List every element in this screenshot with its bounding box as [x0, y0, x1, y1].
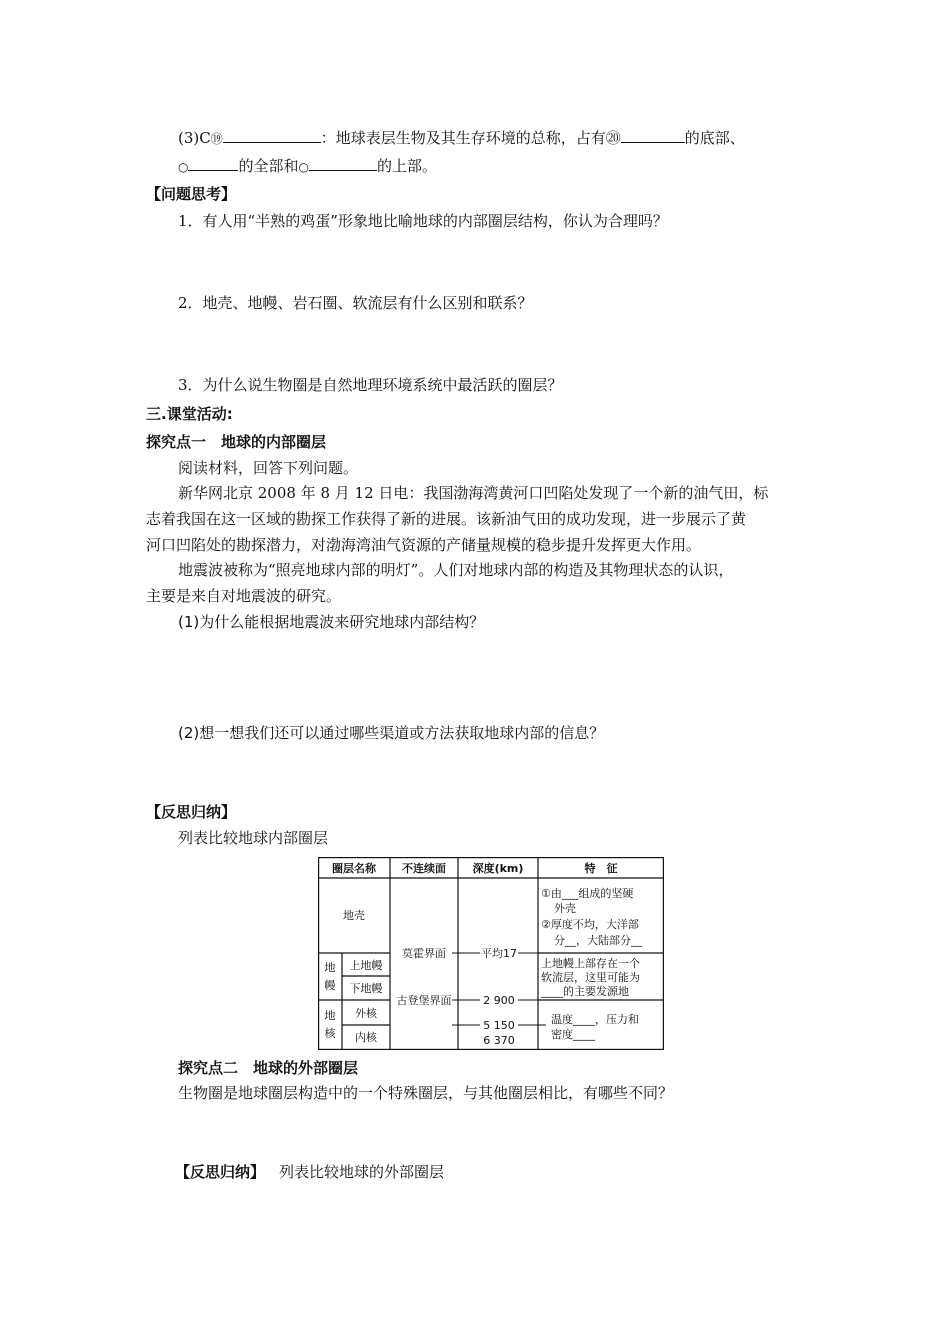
circled-20: ⑳: [605, 129, 621, 147]
q3-line-1: (3)C⑲ ：地球表层生物及其生存环境的总称，占有⑳ 的底部、: [178, 129, 745, 147]
para1-line2: 志着我国在这一区域的勘探工作获得了新的进展。该新油气田的成功发现，进一步展示了黄: [146, 510, 747, 528]
blank-19[interactable]: [223, 128, 321, 143]
depth-2900: 2 900: [483, 994, 515, 1007]
think-q3: 3．为什么说生物圈是自然地理环境系统中最活跃的圈层？: [178, 376, 563, 394]
header-layer-name: 圈层名称: [332, 862, 376, 875]
core-label-2: 核: [324, 1027, 336, 1040]
feature-core-1: 温度____，压力和: [551, 1013, 639, 1026]
feature-core-2: 密度____: [551, 1028, 595, 1041]
question-think-heading: 【问题思考】: [146, 185, 237, 203]
lower-mantle-label: 下地幔: [349, 982, 383, 995]
gutenberg-label: 古登堡界面: [396, 994, 452, 1007]
header-feature: 特 征: [584, 862, 618, 875]
q3-line-2: ○ 的全部和○ 的上部。: [178, 157, 437, 175]
reflect2-caption: 列表比较地球的外部圈层: [279, 1163, 445, 1181]
think-q1: 1．有人用“半熟的鸡蛋”形象地比喻地球的内部圈层结构，你认为合理吗？: [178, 212, 668, 230]
interior-layers-table: [318, 857, 664, 1050]
inner-core-label: 内核: [355, 1031, 377, 1044]
upper-mantle-label: 上地幔: [349, 959, 383, 972]
depth-moho: 平均17: [481, 947, 517, 960]
feature-mantle-1: 上地幔上部存在一个: [541, 957, 640, 970]
feature-crust-2: 外壳: [554, 902, 576, 915]
point1-title: 探究点一 地球的内部圈层: [146, 433, 327, 451]
sub-question-2: (2)想一想我们还可以通过哪些渠道或方法获取地球内部的信息？: [178, 724, 605, 742]
blank-21[interactable]: [188, 156, 238, 171]
blank-20[interactable]: [621, 128, 685, 143]
reflect2-heading: 【反思归纳】: [175, 1163, 266, 1181]
read-prompt: 阅读材料，回答下列问题。: [178, 459, 359, 477]
mantle-label-1: 地: [324, 961, 336, 974]
section3-heading: 三.课堂活动:: [146, 405, 233, 423]
crust-label: 地壳: [343, 909, 365, 922]
feature-crust-1: ①由___组成的坚硬: [541, 887, 634, 900]
para2-line1: 地震波被称为“照亮地球内部的明灯”。人们对地球内部的构造及其物理状态的认识，: [178, 561, 734, 579]
header-discontinuity: 不连续面: [402, 862, 446, 875]
depth-5150: 5 150: [483, 1019, 515, 1032]
mantle-label-2: 幔: [324, 979, 336, 992]
blank-22[interactable]: [309, 156, 377, 171]
reflect1-heading: 【反思归纳】: [146, 803, 237, 821]
feature-crust-3: ②厚度不均，大洋部: [541, 918, 639, 931]
circled-19: ⑲: [210, 132, 223, 146]
circled-21: ○: [178, 160, 189, 174]
para1-line3: 河口凹陷处的勘探潜力，对渤海湾油气资源的产储量规模的稳步提升发挥更大作用。: [146, 536, 702, 554]
sub-question-1: (1)为什么能根据地震波来研究地球内部结构？: [178, 613, 485, 631]
feature-mantle-3: ____的主要发源地: [541, 985, 629, 998]
para2-line2: 主要是来自对地震波的研究。: [146, 587, 342, 605]
circled-22: ○: [298, 160, 309, 174]
outer-core-label: 外核: [355, 1007, 377, 1020]
moho-label: 莫霍界面: [402, 947, 446, 960]
point2-title: 探究点二 地球的外部圈层: [178, 1059, 359, 1077]
core-label-1: 地: [324, 1009, 336, 1022]
feature-mantle-2: 软流层，这里可能为: [541, 971, 640, 984]
feature-crust-4: 分__，大陆部分__: [554, 934, 642, 947]
reflect2-line: [175, 1162, 444, 1182]
depth-6370: 6 370: [483, 1034, 515, 1047]
think-q2: 2．地壳、地幔、岩石圈、软流层有什么区别和联系？: [178, 294, 533, 312]
point2-question: 生物圈是地球圈层构造中的一个特殊圈层，与其他圈层相比，有哪些不同？: [178, 1084, 674, 1102]
header-depth: 深度(km): [472, 862, 524, 875]
table-caption: 列表比较地球内部圈层: [178, 829, 329, 847]
para1-line1: 新华网北京 2008 年 8 月 12 日电：我国渤海湾黄河口凹陷处发现了一个新的油气田，标: [178, 484, 769, 502]
